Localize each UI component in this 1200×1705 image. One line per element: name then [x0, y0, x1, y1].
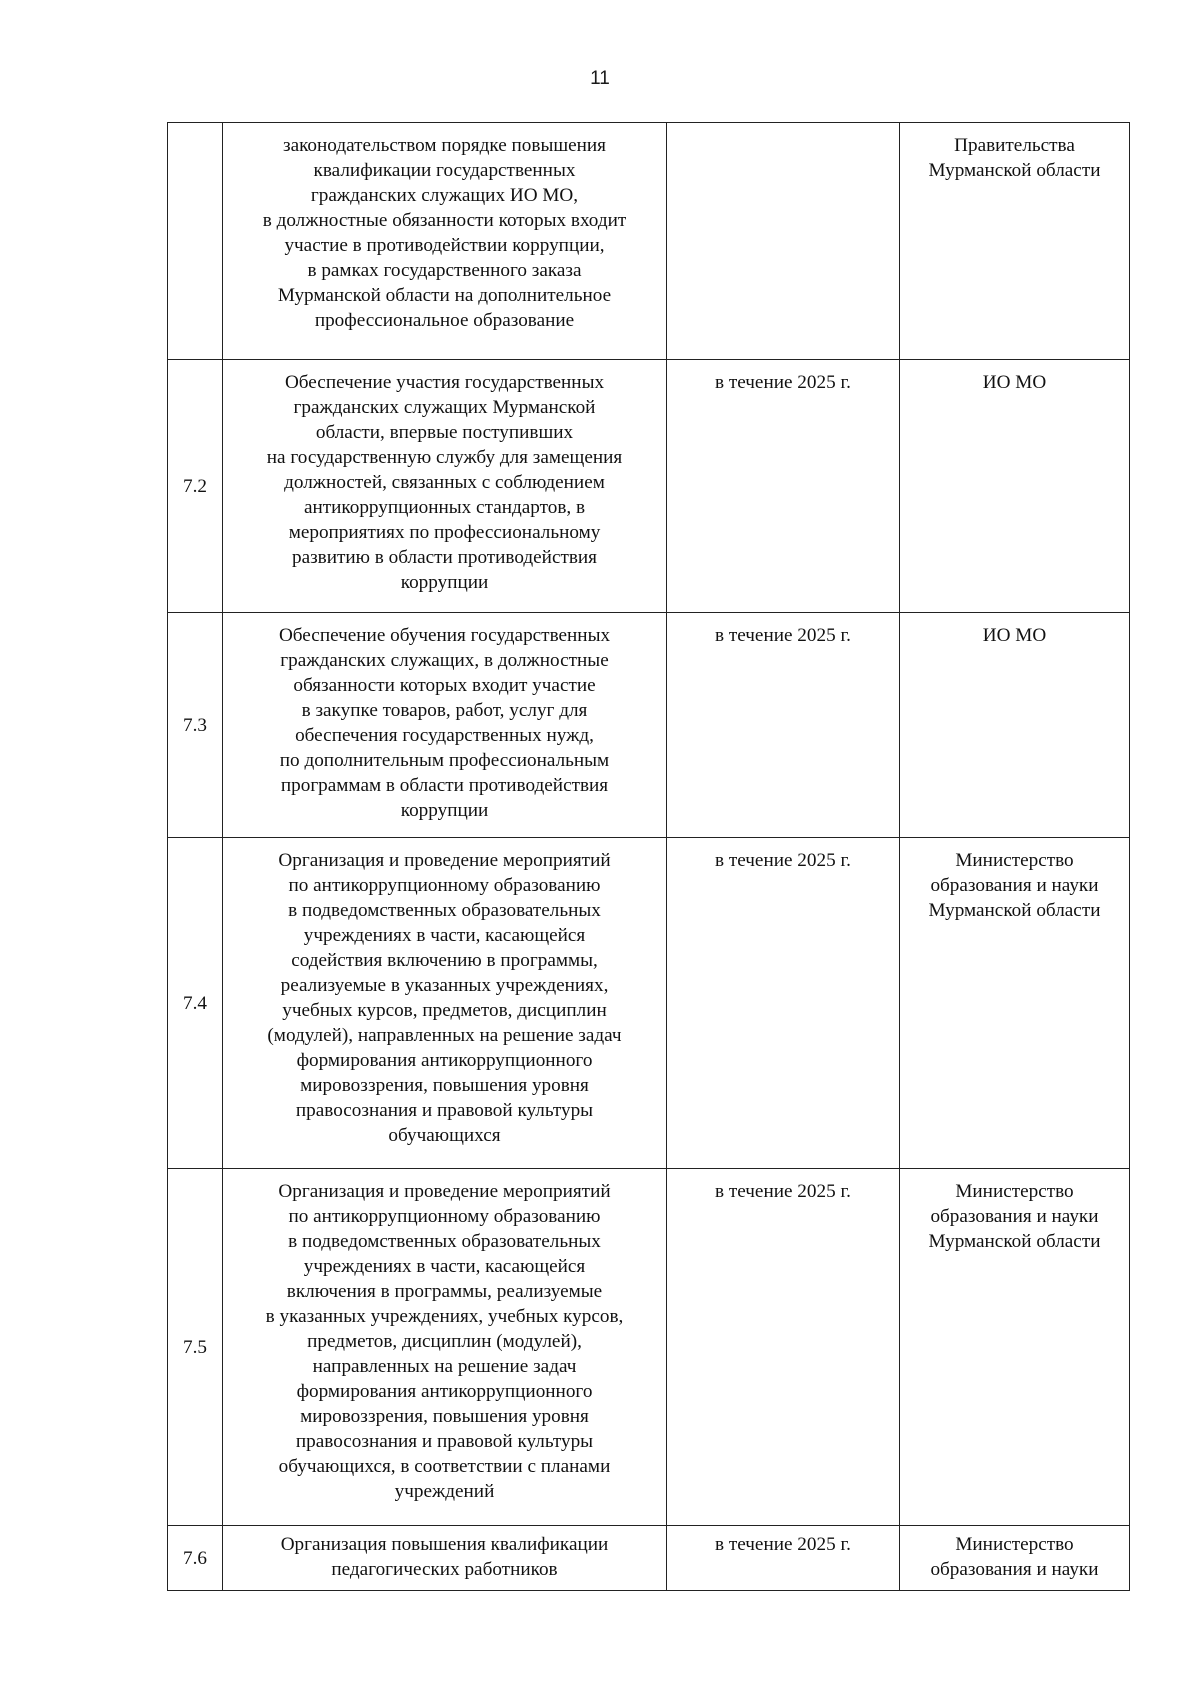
measure-text: Организация и проведение мероприятий по антикоррупционному образованию в подведомственных образовательных учреждениях в части, касающейся включения в программы, реализуемые в указанных учреждениях, учебных курсов, предметов, дисциплин (модулей), направленных на решение задач формирования антикоррупционного мировоззрения, повышения уровня правосознания и правовой культуры обучающихся, в соответствии с планами учреждений — [265, 1181, 624, 1502]
table-row — [168, 838, 1130, 1169]
table-row — [168, 1169, 1130, 1526]
term-text: в течение 2025 г. — [715, 1181, 851, 1202]
table-row — [168, 123, 1130, 360]
executor-cell — [900, 613, 1130, 838]
measures-table — [167, 122, 1130, 1591]
table-row — [168, 613, 1130, 838]
row-number: 7.2 — [168, 360, 223, 613]
executor-cell — [900, 123, 1130, 360]
term-cell — [667, 838, 900, 1169]
term-text: в течение 2025 г. — [715, 372, 851, 393]
executor-text: Министерство образования и науки — [930, 1534, 1099, 1580]
measure-text: Организация повышения квалификации педагогических работников — [280, 1534, 609, 1580]
executor-text: ИО МО — [982, 625, 1047, 646]
row-number: 7.4 — [168, 838, 223, 1169]
measure-cell — [223, 123, 667, 360]
term-cell — [667, 613, 900, 838]
executor-cell — [900, 1526, 1130, 1591]
term-cell — [667, 1526, 900, 1591]
measure-cell — [223, 1526, 667, 1591]
term-text: в течение 2025 г. — [715, 625, 851, 646]
executor-text: Министерство образования и науки Мурманской области — [928, 850, 1101, 921]
table-row — [168, 1526, 1130, 1591]
executor-cell — [900, 838, 1130, 1169]
measure-cell — [223, 838, 667, 1169]
executor-cell — [900, 360, 1130, 613]
page-number: 11 — [590, 68, 610, 89]
measure-text: Обеспечение участия государственных гражданских служащих Мурманской области, впервые поступивших на государственную службу для замещения должностей, связанных с соблюдением антикоррупционных стандартов, в мероприятиях по профессиональному развитию в области противодействия коррупции — [266, 372, 623, 593]
row-number — [168, 123, 223, 360]
term-cell — [667, 123, 900, 360]
measure-text: законодательством порядке повышения квалификации государственных гражданских служащих ИО МО, в должностные обязанности которых входит участие в противодействии коррупции, в рамках государственного заказа Мурманской области на дополнительное профессиональное образование — [262, 135, 627, 331]
executor-cell — [900, 1169, 1130, 1526]
term-text: в течение 2025 г. — [715, 850, 851, 871]
measure-cell — [223, 1169, 667, 1526]
executor-text: Правительства Мурманской области — [928, 135, 1101, 181]
term-cell — [667, 1169, 900, 1526]
row-number: 7.6 — [168, 1526, 223, 1591]
term-cell — [667, 360, 900, 613]
table-row — [168, 360, 1130, 613]
measure-text: Обеспечение обучения государственных гражданских служащих, в должностные обязанности которых входит участие в закупке товаров, работ, услуг для обеспечения государственных нужд, по дополнительным профессиональным программам в области противодействия коррупции — [278, 625, 611, 821]
measure-cell — [223, 360, 667, 613]
term-text: в течение 2025 г. — [715, 1534, 851, 1555]
row-number: 7.5 — [168, 1169, 223, 1526]
measure-text: Организация и проведение мероприятий по антикоррупционному образованию в подведомственных образовательных учреждениях в части, касающейся содействия включению в программы, реализуемые в указанных учреждениях, учебных курсов, предметов, дисциплин (модулей), направленных на решение задач формирования антикоррупционного мировоззрения, повышения уровня правосознания и правовой культуры обучающихся — [267, 850, 622, 1146]
measure-cell — [223, 613, 667, 838]
executor-text: ИО МО — [982, 372, 1047, 393]
executor-text: Министерство образования и науки Мурманской области — [928, 1181, 1101, 1252]
row-number: 7.3 — [168, 613, 223, 838]
